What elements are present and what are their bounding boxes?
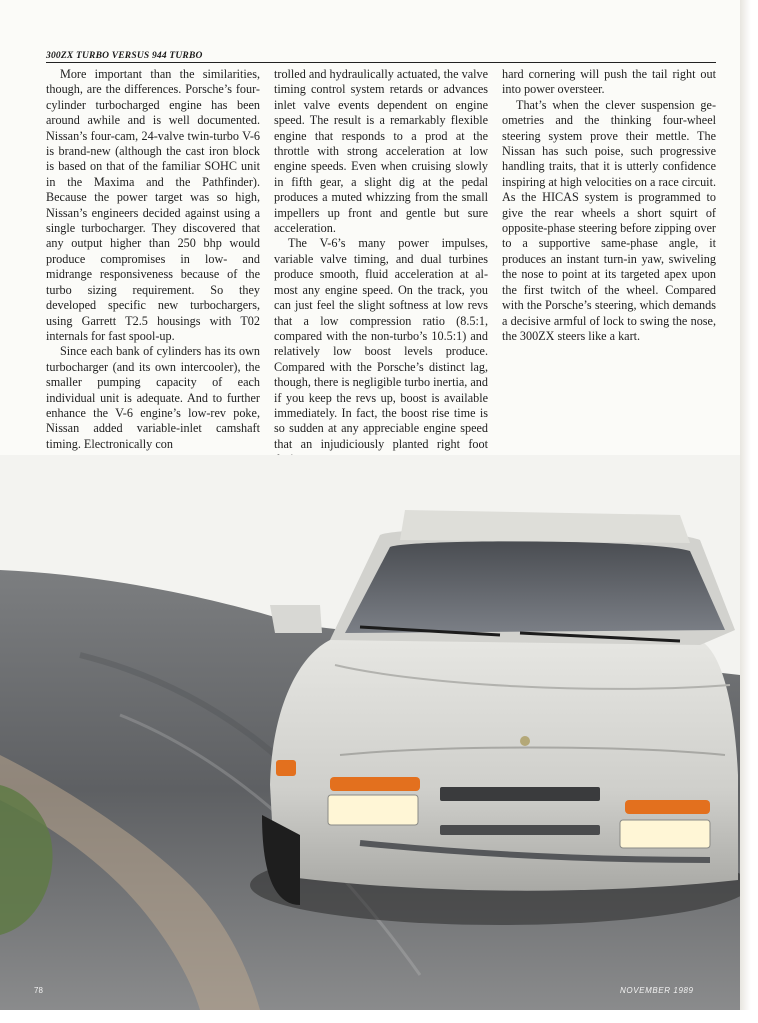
paragraph: Since each bank of cylinders has its own turbocharger (and its own intercooler), the smaller pumping capacity of each individual unit is adequate. And to further enhance the V-6 engine’s low-rev poke, Nissan added variable-inlet camshaft timing. Electronically con [46,344,260,451]
paragraph: That’s when the clever suspension geometries and the thinking four-wheel steering system prove their mettle. The Nissan has such poise, such progressive handling traits, that it is utterly confidence inspiring at high velocities on a race circuit. As the HICAS system is programmed to give the rear wheels a short squirt of opposite-phase steering before zipping over to a supportive same-phase angle, it produces an instant turn-in yaw, swiveling the nose to point at its targeted apex upon the first twitch of the wheel. Compared with the Porsche’s steering, which demands a decisive armful of lock to swing the nose, the 300ZX steers like a kart. [502,97,716,343]
porsche-photo-illustration [0,455,740,1010]
paragraph: trolled and hydraulically actuated, the valve timing control system retards or advances inlet valve events dependent on engine speed. The result is a remarkably flexible engine that responds to a prod at the throttle with strong acceleration at low engine speeds. Even when cruising slowly in fifth gear, a slight dig at the pedal produces a muted whizzing from the small impellers up front and gentle but sure acceleration. [274,67,488,236]
paragraph: The V-6’s many power impulses, variable valve timing, and dual turbines produce smooth, fluid acceleration at almost any engine speed. On the track, you can just feel the slight softness at low revs that a low compression ratio (8.5:1, compared with the non-turbo’s 10.5:1) and relatively low boost levels produce. Compared with the Porsche’s distinct lag, though, there is negligible turbo inertia, and if you keep the revs up, boost is available immediately. In fact, the boost rise time is so sudden at any appreciable engine speed that an injudiciously planted right foot [274,236,488,451]
page-edge-right [740,0,758,1023]
article-body [46,67,718,451]
paragraph: More important than the similarities, though, are the differences. Porsche’s four-cylinder turbocharged engine has been around awhile and is well documented. Nissan’s four-cam, 24-valve twin-turbo V-6 is brand-new (although the cast iron block is based on that of the familiar SOHC unit in the Maxima and the Pathfinder). Because the power target was so high, Nissan’s engineers decided against using a single turbocharger. They discovered that any output higher than 250 bhp would produce compromises in low- and midrange responsiveness because of the turbo sizing requirement. So they developed specific new turbochargers, using Garrett T2.5 housings with T02 internals for fast spool-up. [46,67,260,343]
page-number: 78 [34,986,43,995]
car-photo [0,455,740,1010]
page-edge-bottom [0,1010,758,1023]
running-head: 300ZX TURBO VERSUS 944 TURBO [46,51,716,63]
text-column-3 [502,67,716,445]
text-column-2 [274,67,488,451]
text-column-1 [46,67,260,451]
issue-date: NOVEMBER 1989 [620,986,694,995]
paragraph: hard cornering will push the tail right out into power oversteer. [502,67,716,97]
